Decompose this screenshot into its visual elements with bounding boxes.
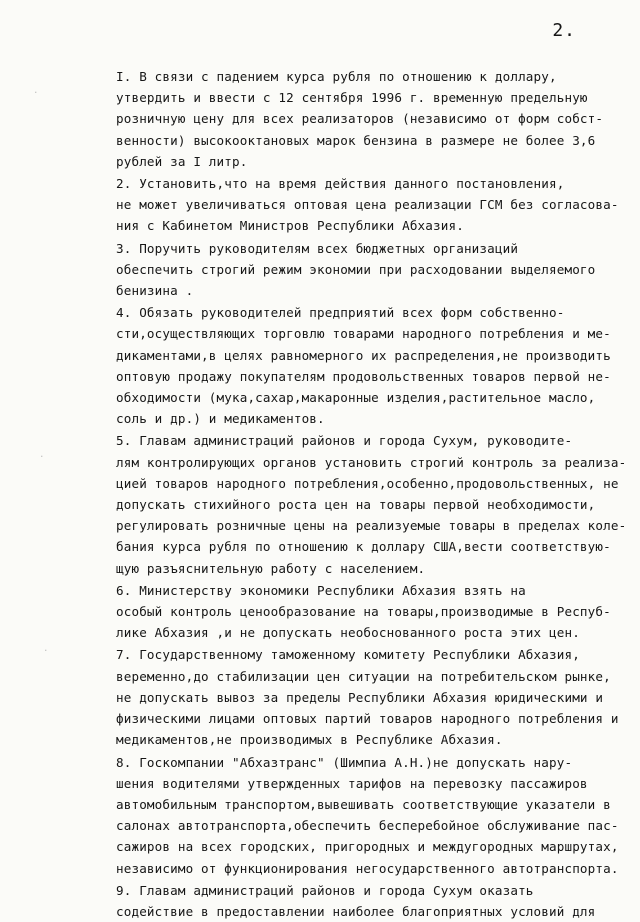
text-line: венности) высокооктановых марок бензина в размере не более 3,6 — [116, 132, 596, 148]
text-line: медикаментов,не производимых в Республике Абхазия. — [116, 732, 503, 748]
paragraph-5 — [116, 430, 627, 578]
text-line: сти,осуществляющих торговлю товарами народного потребления и ме- — [116, 326, 611, 342]
text-line: 6. Министерству экономики Республики Абхазия взять на — [116, 582, 526, 598]
text-line: физическими лицами оптовых партий товаров народного потребления и — [116, 711, 619, 727]
margin-speck-1: · — [34, 86, 38, 99]
text-line: регулировать розничные цены на реализуемые товары в пределах коле- — [116, 518, 627, 534]
text-line: 2. Установить,что на время действия данного постановления, — [116, 176, 565, 192]
text-line: не допускать вывоз за пределы Республики Абхазия юридическими и — [116, 689, 604, 705]
text-line: лям контролирующих органов установить строгий контроль за реализа- — [116, 454, 627, 470]
text-line: бенизина . — [116, 283, 194, 299]
text-line: независимо от функционирования негосударственного автотранспорта. — [116, 860, 619, 876]
text-line: утвердить и ввести с 12 сентября 1996 г. временную предельную — [116, 90, 588, 106]
text-line: соль и др.) и медикаментов. — [116, 411, 325, 427]
text-line: дикаментами,в целях равномерного их распределения,не производить — [116, 347, 611, 363]
paragraph-2 — [116, 173, 619, 237]
paragraph-9 — [116, 880, 604, 922]
text-line: автомобильным транспортом,вывешивать соответствующие указатели в — [116, 796, 611, 812]
text-line: содействие в предоставлении наиболее благоприятных условий для — [116, 903, 596, 919]
text-line: обеспечить строгий режим экономии при расходовании выделяемого — [116, 261, 596, 277]
text-line: сажиров на всех городских, пригородных и междугородных маршрутах, — [116, 839, 619, 855]
text-line: ния с Кабинетом Министров Республики Абхазия. — [116, 218, 464, 234]
text-line: 7. Государственному таможенному комитету Республики Абхазия, — [116, 647, 580, 663]
text-line: оптовую продажу покупателям продовольственных товаров первой не- — [116, 368, 611, 384]
margin-speck-3: · — [44, 644, 48, 657]
paragraph-6 — [116, 580, 611, 644]
text-line: обходимости (мука,сахар,макаронные изделия,растительное масло, — [116, 390, 596, 406]
text-line: шения водителями утвержденных тарифов на перевозку пассажиров — [116, 775, 588, 791]
paragraph-1 — [116, 66, 604, 172]
paragraph-3 — [116, 238, 604, 302]
paragraph-4 — [116, 302, 611, 429]
margin-speck-2: · — [40, 450, 44, 463]
text-line: розничную цену для всех реализаторов (независимо от форм собст- — [116, 111, 604, 127]
text-line: веременно,до стабилизации цен ситуации на потребительском рынке, — [116, 668, 611, 684]
text-line: цией товаров народного потребления,особенно,продовольственных, не — [116, 475, 619, 491]
text-line: 9. Главам администраций районов и города Сухум оказать — [116, 882, 534, 898]
text-line: допускать стихийного роста цен на товары первой необходимости, — [116, 497, 596, 513]
text-line: щую разъяснительную работу с населением. — [116, 560, 426, 576]
text-line: 5. Главам администраций районов и города Сухум, руководите- — [116, 433, 573, 449]
text-line: 3. Поручить руководителям всех бюджетных организаций — [116, 240, 519, 256]
paragraph-8 — [116, 752, 619, 879]
text-line: бания курса рубля по отношению к доллару США,вести соответствую- — [116, 539, 611, 555]
text-line: не может увеличиваться оптовая цена реализации ГСМ без согласова- — [116, 197, 619, 213]
text-line: салонах автотранспорта,обеспечить бесперебойное обслуживание пас- — [116, 818, 619, 834]
text-line: лике Абхазия ,и не допускать необоснованного роста этих цен. — [116, 625, 580, 641]
paragraph-7 — [116, 644, 619, 750]
text-line: I. В связи с падением курса рубля по отношению к доллару, — [116, 69, 557, 84]
text-line: особый контроль ценообразование на товары,производимые в Респуб- — [116, 604, 611, 620]
page-number: 2. — [552, 20, 576, 41]
text-line: рублей за I литр. — [116, 153, 248, 169]
document-body — [116, 66, 627, 922]
text-line: 8. Госкомпании "Абхазтранс" (Шимпиа А.Н.)не допускать нару- — [116, 754, 573, 770]
text-line: 4. Обязать руководителей предприятий всех форм собственно- — [116, 305, 565, 321]
